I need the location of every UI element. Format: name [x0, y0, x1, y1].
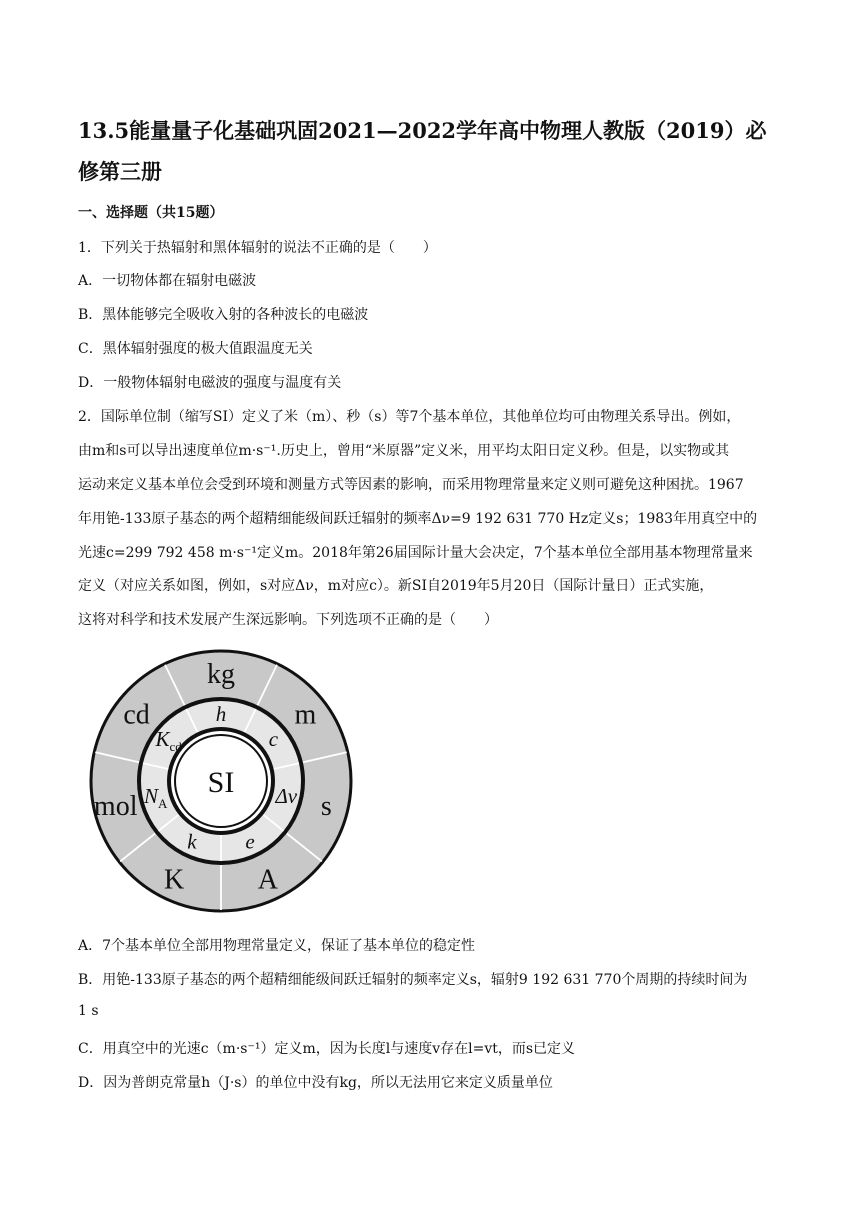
question-1-stem: 1．下列关于热辐射和黑体辐射的说法不正确的是（ ）: [78, 240, 437, 256]
constant-label: e: [245, 829, 255, 854]
question-1-option-d: D．一般物体辐射电磁波的强度与温度有关: [78, 375, 342, 391]
title-line-1: 13.5能量量子化基础巩固2021—2022学年高中物理人教版（2019）必: [78, 118, 767, 143]
question-2-stem-line: 定义（对应关系如图，例如，s对应Δν，m对应c）。新SI自2019年5月20日（国际计量日）正式实施，: [78, 578, 714, 594]
title-line-2: 修第三册: [78, 159, 162, 184]
question-2-stem-line: 由m和s可以导出速度单位m·s⁻¹.历史上，曾用“米原器”定义米，用平均太阳日定义秒。但是，以实物或其: [78, 443, 730, 459]
question-2-stem-line: 2．国际单位制（缩写SI）定义了米（m）、秒（s）等7个基本单位，其他单位均可由物理关系导出。例如，: [78, 409, 741, 425]
question-2-stem-line: 光速c=299 792 458 m·s⁻¹定义m。2018年第26届国际计量大会决定，7个基本单位全部用基本物理常量来: [78, 545, 753, 561]
question-2-option-d: D．因为普朗克常量h（J·s）的单位中没有kg，所以无法用它来定义质量单位: [78, 1075, 553, 1091]
constant-label: $N_A$: [143, 783, 168, 811]
constant-label: $K_{cd}$: [155, 727, 182, 755]
constant-label: c: [268, 727, 279, 752]
question-1-option-b: B．黑体能够完全吸收入射的各种波长的电磁波: [78, 307, 369, 323]
unit-label-cd: cd: [123, 699, 150, 731]
unit-label-K: K: [164, 864, 185, 896]
unit-label-mol: mol: [93, 791, 138, 823]
question-2-stem-line: 年用铯-133原子基态的两个超精细能级间跃迁辐射的频率Δν=9 192 631 770 Hz定义s；1983年用真空中的: [78, 511, 758, 527]
question-2-stem-line: 这将对科学和技术发展产生深远影响。下列选项不正确的是（ ）: [78, 612, 498, 628]
question-2-option-b: B．用铯-133原子基态的两个超精细能级间跃迁辐射的频率定义s，辐射9 192 631 770个周期的持续时间为: [78, 972, 748, 988]
unit-label-kg: kg: [207, 659, 235, 690]
question-2-option-a: A．7个基本单位全部用物理常量定义，保证了基本单位的稳定性: [78, 938, 476, 954]
section-heading: 一、选择题（共15题）: [78, 205, 224, 221]
unit-label-s: s: [320, 791, 332, 823]
constant-label: Δν: [275, 783, 298, 808]
question-2-stem-line: 运动来定义基本单位会受到环境和测量方式等因素的影响，而采用物理常量来定义则可避免这种困扰。1967: [78, 477, 744, 493]
si-center-label: SI: [207, 766, 235, 799]
page-title: [78, 110, 798, 192]
constant-label: k: [187, 829, 197, 854]
question-2-option-c: C．用真空中的光速c（m·s⁻¹）定义m，因为长度l与速度v存在l=vt，而s已定义: [78, 1041, 576, 1057]
si-units-diagram: [88, 648, 354, 914]
constant-label: h: [215, 702, 227, 726]
question-2-option-b-cont: 1 s: [78, 1003, 99, 1019]
unit-label-A: A: [257, 864, 278, 896]
question-1-option-c: C．黑体辐射强度的极大值跟温度无关: [78, 341, 313, 357]
question-1-option-a: A．一切物体都在辐射电磁波: [78, 273, 257, 289]
unit-label-m: m: [294, 699, 317, 731]
